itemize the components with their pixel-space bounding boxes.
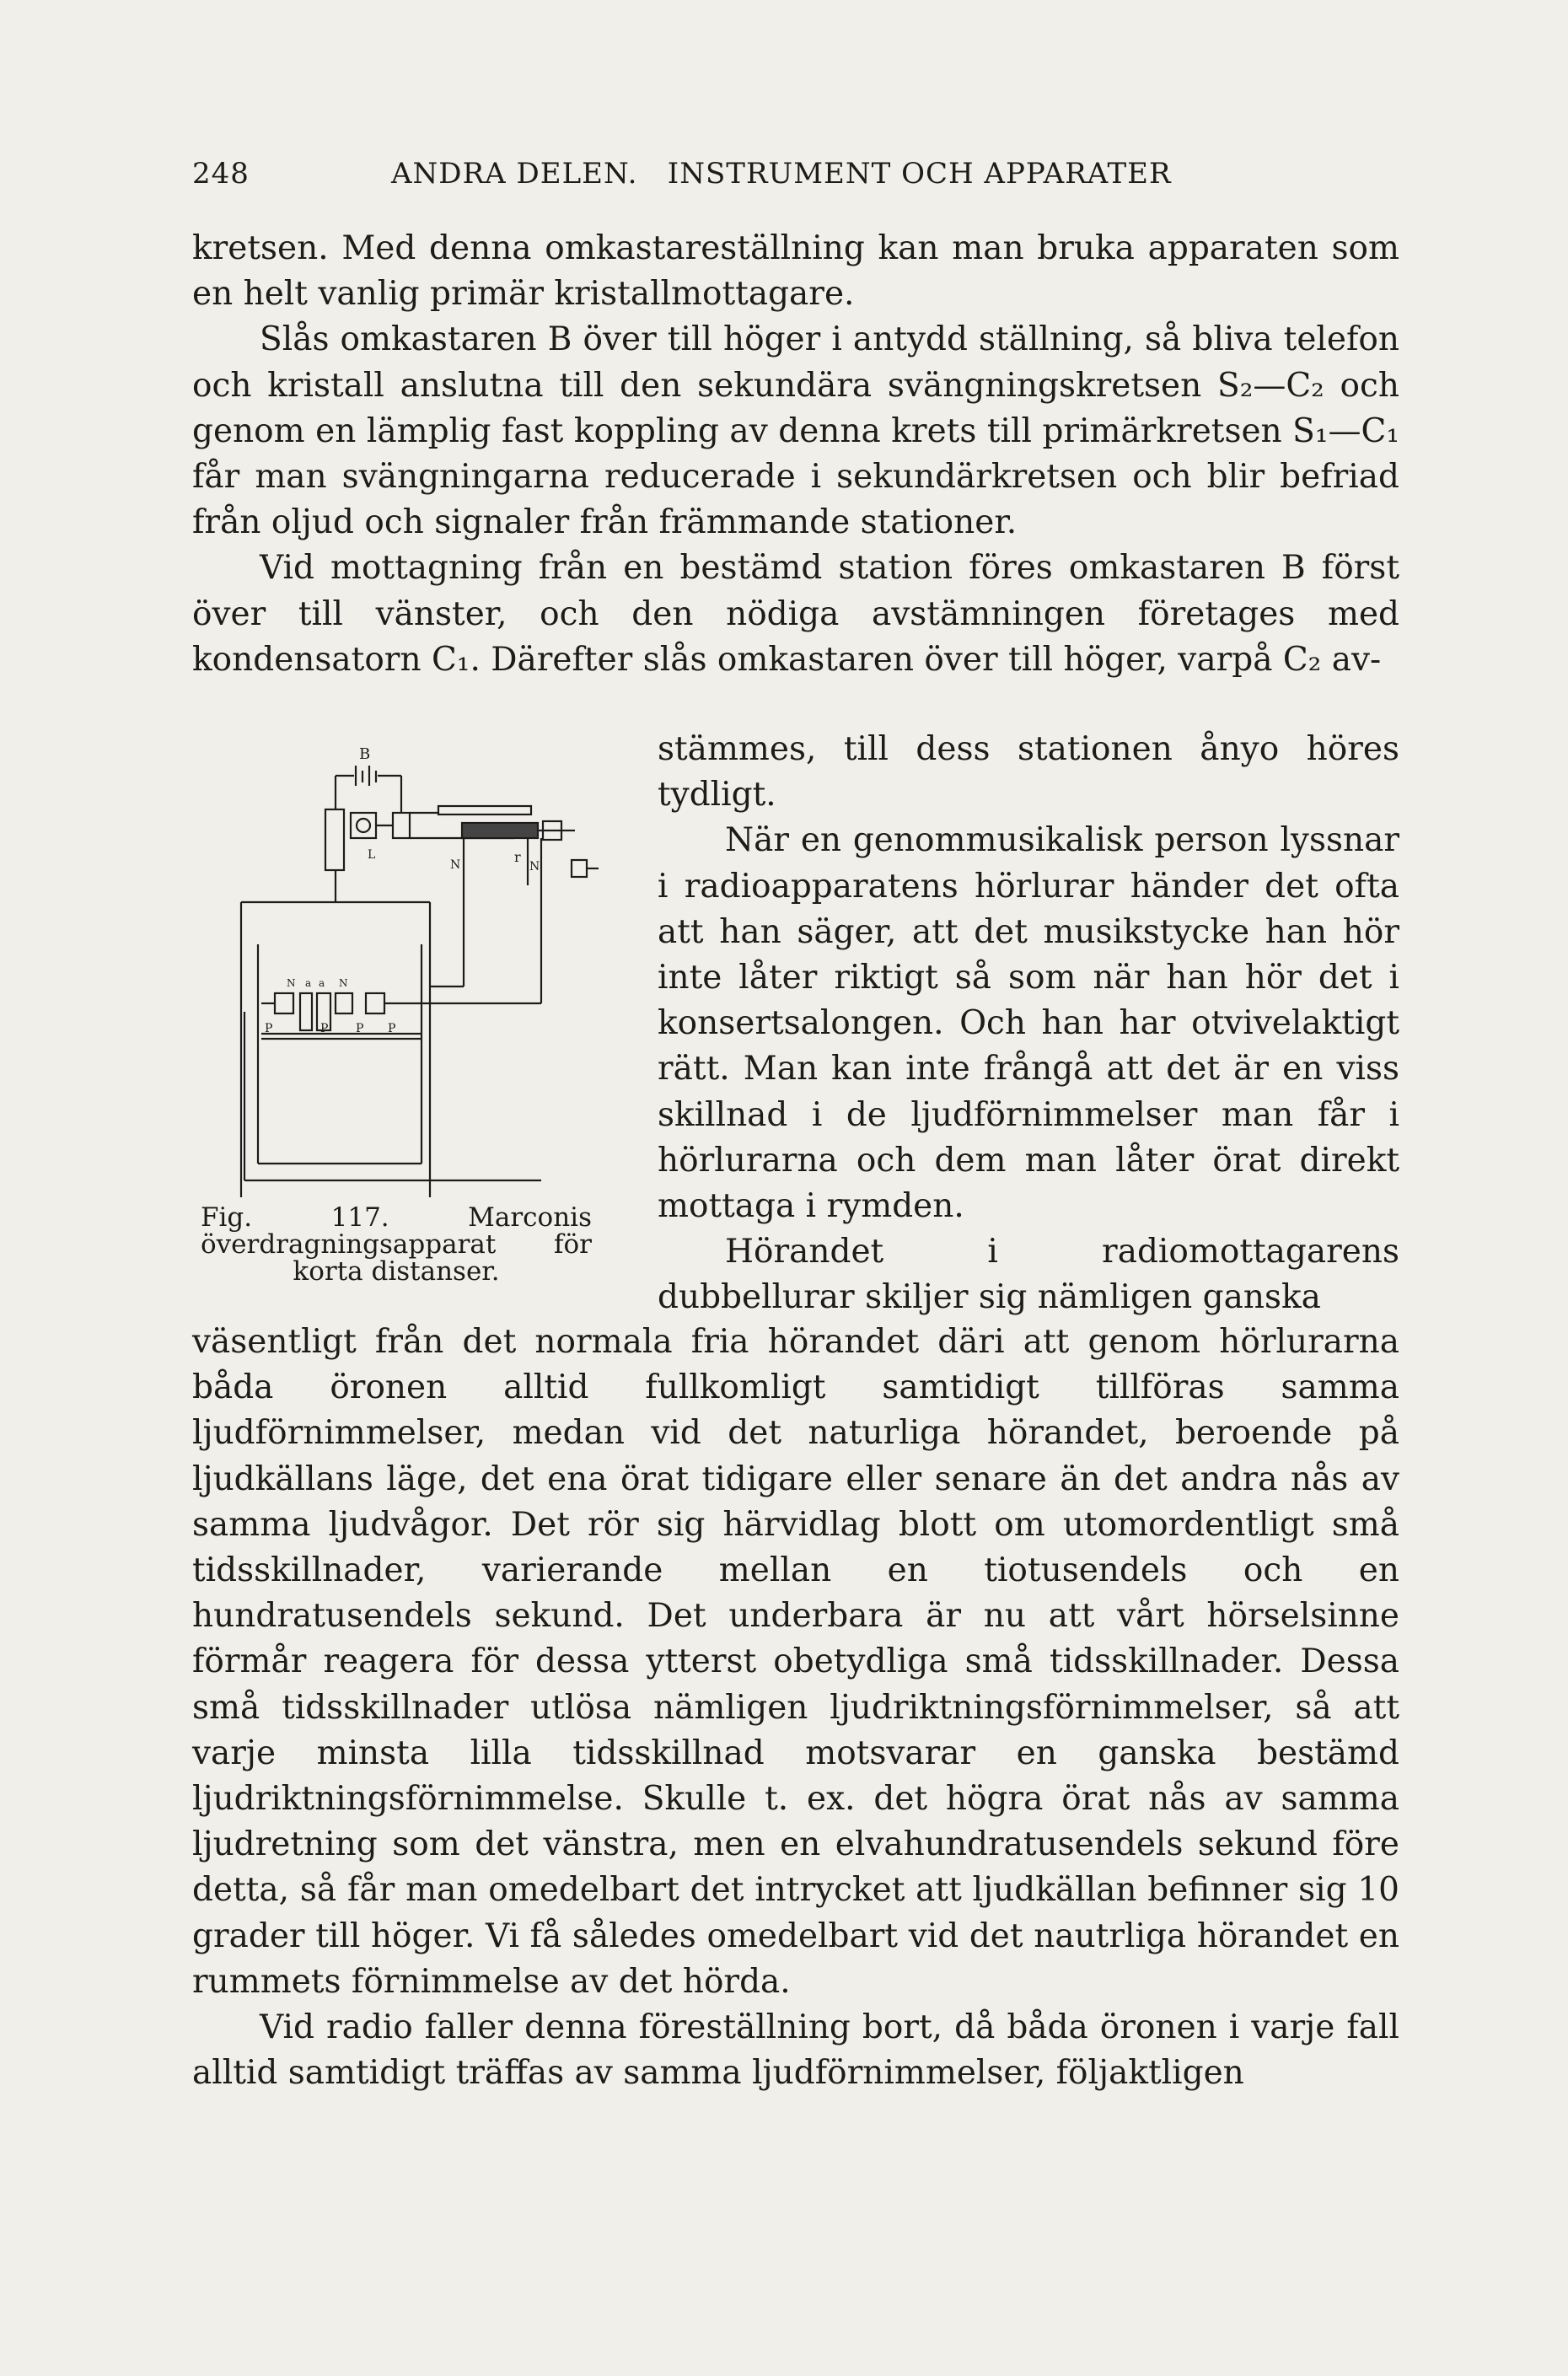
page-number: 248 [192,157,250,191]
diagram-label-b: B [359,745,371,763]
paragraph: Vid radio faller denna föreställning bort, då båda öronen i varje fall alltid samtidigt träffas av samma ljudförnimmelser, följaktligen [192,2008,1399,2093]
diagram-label-p4: P [388,1022,396,1035]
diagram-label-n1: N [450,858,461,872]
paragraph: väsentligt från det normala fria hörandet däri att genom hörlurarna båda öronen alltid fullkomligt samtidigt tillföras samma ljudförnimmelser, medan vid det naturliga hörandet, beroende på ljudkällans läge, det ena örat tidigare eller senare än det andra nås av samma ljudvågor. Det rör sig härvidlag blott om utomordentligt små tidsskillnader, varierande mellan en tiotusendels och en hundratusendels sekund. Det underbara är nu att vårt hörselsinne förmår reagera för dessa ytterst obetydliga små tidsskillnader. Dessa små tidsskillnader utlösa nämligen ljudriktningsförnimmelser, så att varje minsta lilla tidsskillnad motsvarar en ganska bestämd ljudriktningsförnimmelse. Skulle t. ex. det högra örat nås av samma ljudretning som det vänstra, men en elvahundratusendels sekund före detta, så får man omedelbart det intrycket att ljudkällan befinner sig 10 grader till höger. Vi få således omedelbart vid det nautrliga hörandet en rummets förnimmelse av det hörda. [192,1323,1399,2001]
paragraph: Hörandet i radiomottagarens dubbellurar skiljer sig nämligen ganska [658,1233,1399,1317]
diagram-label-a1: a [305,977,312,989]
paragraph: stämmes, till dess stationen ånyo höres tydligt. [658,730,1399,814]
diagram-label-n4: N [339,977,348,989]
diagram-label-p3: P [356,1022,364,1035]
diagram-label-a2: a [319,977,325,989]
text-block-bottom [192,1320,1399,2096]
diagram-label-n3: N [287,977,296,989]
paragraph: När en genommusikalisk person lyssnar i radioapparatens hörlurar händer det ofta att han säger, att det musikstycke han hör inte låter riktigt så som när han hör det i konsertsalongen. Och han har otvivelaktigt rätt. Man kan inte frångå att det är en viss skillnad i de ljudförnimmelser man får i hörlurarna och dem man låter örat direkt mottaga i rymden. [658,821,1399,1226]
running-title: ANDRA DELEN. INSTRUMENT OCH APPARATER [391,157,1172,191]
figure-caption [201,1204,592,1285]
diagram-label-n2: N [529,860,540,874]
paragraph: Vid mottagning från en bestämd station föres omkastaren B först över till vänster, och den nödiga avstämningen företages med kondensatorn C₁. Därefter slås omkastaren över till höger, varpå C₂ av- [192,549,1399,679]
diagram-label-r: r [514,849,521,865]
diagram-label-l: L [368,848,376,862]
paragraph: Slås omkastaren B över till höger i antydd ställning, så bliva telefon och kristall anslutna till den sekundära svängningskretsen S₂—C₂ och genom en lämplig fast koppling av denna krets till primärkretsen S₁—C₁ får man svängningarna reducerade i sekundärkretsen och blir befriad från oljud och signaler från främmande stationer. [192,320,1399,542]
figure-caption-text: Marconis överdragningsapparat för korta distanser. [201,1202,592,1287]
paragraph: kretsen. Med denna omkastareställning kan man bruka apparaten som en helt vanlig primär kristallmottagare. [192,229,1399,314]
marconi-apparatus-diagram [194,725,632,1197]
text-block-beside-figure [658,727,1399,1321]
figure-label: Fig. 117. [201,1202,389,1233]
diagram-label-p1: P [265,1022,273,1035]
diagram-label-p2: P [320,1022,329,1035]
text-block-top [192,226,1399,683]
